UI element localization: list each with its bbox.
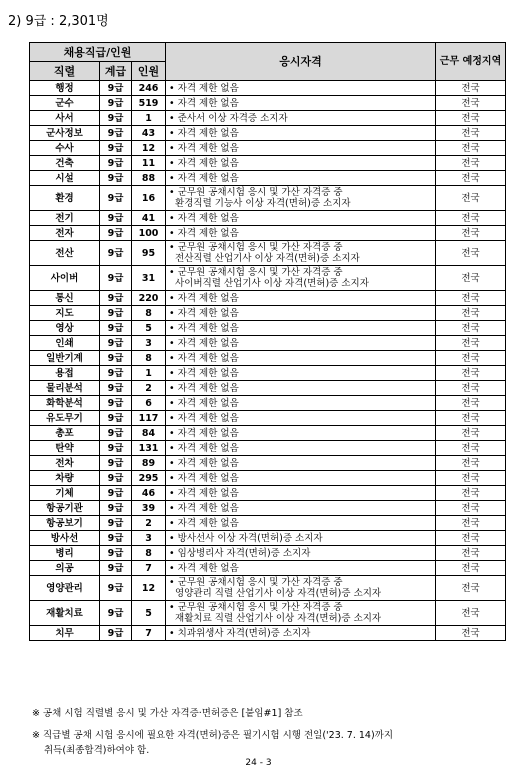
table-row (30, 366, 506, 381)
table-row (30, 211, 506, 226)
job-cell: 사이버 (30, 266, 100, 291)
requirement-cell: • 군무원 공채시험 응시 및 가산 자격증 중 사이버직렬 산업기사 이상 자격(면허)증 소지자 (166, 266, 436, 291)
job-cell: 의공 (30, 561, 100, 576)
grade-cell: 9급 (100, 486, 132, 501)
count-cell: 2 (132, 381, 166, 396)
count-cell: 5 (132, 601, 166, 626)
grade-cell: 9급 (100, 456, 132, 471)
requirement-cell: • 자격 제한 없음 (166, 411, 436, 426)
header-count: 인원 (132, 62, 166, 81)
job-cell: 전차 (30, 456, 100, 471)
table-row (30, 156, 506, 171)
count-cell: 3 (132, 336, 166, 351)
table-row (30, 226, 506, 241)
location-cell: 전국 (436, 141, 506, 156)
location-cell: 전국 (436, 531, 506, 546)
header-requirement: 응시자격 (166, 43, 436, 81)
job-cell: 군수 (30, 96, 100, 111)
grade-cell: 9급 (100, 306, 132, 321)
count-cell: 100 (132, 226, 166, 241)
location-cell: 전국 (436, 211, 506, 226)
table-row (30, 546, 506, 561)
count-cell: 12 (132, 141, 166, 156)
location-cell: 전국 (436, 411, 506, 426)
grade-cell: 9급 (100, 366, 132, 381)
location-cell: 전국 (436, 626, 506, 641)
grade-cell: 9급 (100, 241, 132, 266)
note-3: 취득(최종합격)하여야 함. (44, 745, 150, 756)
location-cell: 전국 (436, 171, 506, 186)
grade-cell: 9급 (100, 546, 132, 561)
location-cell: 전국 (436, 306, 506, 321)
job-cell: 화학분석 (30, 396, 100, 411)
job-cell: 항공기관 (30, 501, 100, 516)
grade-cell: 9급 (100, 516, 132, 531)
count-cell: 41 (132, 211, 166, 226)
requirement-cell: • 자격 제한 없음 (166, 126, 436, 141)
table-row (30, 351, 506, 366)
location-cell: 전국 (436, 601, 506, 626)
note-2: ※ 직급별 공채 시험 응시에 필요한 자격(면허)증은 필기시험 시행 전일('23. 7. 14)까지 (32, 730, 394, 741)
job-cell: 탄약 (30, 441, 100, 456)
location-cell: 전국 (436, 426, 506, 441)
location-cell: 전국 (436, 291, 506, 306)
requirement-cell: • 자격 제한 없음 (166, 351, 436, 366)
job-cell: 행정 (30, 81, 100, 96)
grade-cell: 9급 (100, 426, 132, 441)
count-cell: 31 (132, 266, 166, 291)
table-row (30, 501, 506, 516)
requirement-cell: • 자격 제한 없음 (166, 96, 436, 111)
count-cell: 7 (132, 561, 166, 576)
requirement-cell: • 자격 제한 없음 (166, 396, 436, 411)
job-cell: 영상 (30, 321, 100, 336)
grade-cell: 9급 (100, 601, 132, 626)
job-cell: 수사 (30, 141, 100, 156)
count-cell: 7 (132, 626, 166, 641)
count-cell: 95 (132, 241, 166, 266)
location-cell: 전국 (436, 441, 506, 456)
table-row (30, 266, 506, 291)
location-cell: 전국 (436, 366, 506, 381)
job-cell: 시설 (30, 171, 100, 186)
job-cell: 치무 (30, 626, 100, 641)
requirement-cell: • 준사서 이상 자격증 소지자 (166, 111, 436, 126)
requirement-cell: • 자격 제한 없음 (166, 561, 436, 576)
location-cell: 전국 (436, 456, 506, 471)
requirement-cell: • 자격 제한 없음 (166, 81, 436, 96)
job-cell: 인쇄 (30, 336, 100, 351)
grade-cell: 9급 (100, 381, 132, 396)
requirement-cell: • 군무원 공채시험 응시 및 가산 자격증 중 영양관리 직렬 산업기사 이상 자격(면허)증 소지자 (166, 576, 436, 601)
table-row (30, 426, 506, 441)
table-row (30, 96, 506, 111)
table-row (30, 381, 506, 396)
location-cell: 전국 (436, 381, 506, 396)
location-cell: 전국 (436, 336, 506, 351)
grade-cell: 9급 (100, 501, 132, 516)
grade-cell: 9급 (100, 156, 132, 171)
header-location: 근무 예정지역 (436, 43, 506, 81)
count-cell: 1 (132, 366, 166, 381)
header-grade: 계급 (100, 62, 132, 81)
table-row (30, 336, 506, 351)
requirement-cell: • 자격 제한 없음 (166, 156, 436, 171)
count-cell: 88 (132, 171, 166, 186)
grade-cell: 9급 (100, 266, 132, 291)
count-cell: 43 (132, 126, 166, 141)
table-row (30, 81, 506, 96)
requirement-cell: • 자격 제한 없음 (166, 306, 436, 321)
location-cell: 전국 (436, 266, 506, 291)
table-row (30, 561, 506, 576)
requirement-cell: • 자격 제한 없음 (166, 501, 436, 516)
count-cell: 39 (132, 501, 166, 516)
job-cell: 사서 (30, 111, 100, 126)
count-cell: 519 (132, 96, 166, 111)
count-cell: 8 (132, 546, 166, 561)
table-row (30, 141, 506, 156)
job-cell: 일반기계 (30, 351, 100, 366)
recruitment-table (29, 42, 506, 641)
location-cell: 전국 (436, 96, 506, 111)
requirement-cell: • 자격 제한 없음 (166, 141, 436, 156)
job-cell: 환경 (30, 186, 100, 211)
requirement-cell: • 임상병리사 자격(면허)증 소지자 (166, 546, 436, 561)
table-row (30, 601, 506, 626)
location-cell: 전국 (436, 486, 506, 501)
location-cell: 전국 (436, 501, 506, 516)
location-cell: 전국 (436, 351, 506, 366)
job-cell: 지도 (30, 306, 100, 321)
count-cell: 246 (132, 81, 166, 96)
grade-cell: 9급 (100, 321, 132, 336)
grade-cell: 9급 (100, 226, 132, 241)
table-row (30, 306, 506, 321)
grade-cell: 9급 (100, 411, 132, 426)
requirement-cell: • 자격 제한 없음 (166, 321, 436, 336)
requirement-cell: • 군무원 공채시험 응시 및 가산 자격증 중 환경직렬 기능사 이상 자격(면허)증 소지자 (166, 186, 436, 211)
location-cell: 전국 (436, 546, 506, 561)
grade-cell: 9급 (100, 396, 132, 411)
job-cell: 건축 (30, 156, 100, 171)
requirement-cell: • 자격 제한 없음 (166, 426, 436, 441)
location-cell: 전국 (436, 516, 506, 531)
grade-cell: 9급 (100, 81, 132, 96)
location-cell: 전국 (436, 81, 506, 96)
count-cell: 2 (132, 516, 166, 531)
requirement-cell: • 군무원 공채시험 응시 및 가산 자격증 중 전산직렬 산업기사 이상 자격(면허)증 소지자 (166, 241, 436, 266)
table-row (30, 171, 506, 186)
grade-cell: 9급 (100, 531, 132, 546)
count-cell: 131 (132, 441, 166, 456)
count-cell: 295 (132, 471, 166, 486)
grade-cell: 9급 (100, 626, 132, 641)
location-cell: 전국 (436, 186, 506, 211)
job-cell: 병리 (30, 546, 100, 561)
requirement-cell: • 군무원 공채시험 응시 및 가산 자격증 중 재활치료 직렬 산업기사 이상 자격(면허)증 소지자 (166, 601, 436, 626)
table-row (30, 126, 506, 141)
grade-cell: 9급 (100, 96, 132, 111)
grade-cell: 9급 (100, 141, 132, 156)
table-row (30, 531, 506, 546)
count-cell: 6 (132, 396, 166, 411)
requirement-cell: • 자격 제한 없음 (166, 291, 436, 306)
requirement-cell: • 자격 제한 없음 (166, 211, 436, 226)
grade-cell: 9급 (100, 171, 132, 186)
location-cell: 전국 (436, 321, 506, 336)
grade-cell: 9급 (100, 441, 132, 456)
grade-cell: 9급 (100, 471, 132, 486)
count-cell: 220 (132, 291, 166, 306)
grade-cell: 9급 (100, 576, 132, 601)
location-cell: 전국 (436, 471, 506, 486)
table-row (30, 516, 506, 531)
job-cell: 용접 (30, 366, 100, 381)
page-number: 24 - 3 (245, 758, 272, 768)
job-cell: 전산 (30, 241, 100, 266)
location-cell: 전국 (436, 126, 506, 141)
header-group: 채용직급/인원 (30, 43, 166, 62)
grade-cell: 9급 (100, 186, 132, 211)
job-cell: 총포 (30, 426, 100, 441)
job-cell: 유도무기 (30, 411, 100, 426)
table-row (30, 456, 506, 471)
job-cell: 방사선 (30, 531, 100, 546)
location-cell: 전국 (436, 576, 506, 601)
location-cell: 전국 (436, 241, 506, 266)
grade-cell: 9급 (100, 126, 132, 141)
grade-cell: 9급 (100, 111, 132, 126)
job-cell: 전자 (30, 226, 100, 241)
count-cell: 3 (132, 531, 166, 546)
grade-cell: 9급 (100, 351, 132, 366)
note-1: ※ 공채 시험 직렬별 응시 및 가산 자격증·면허증은 [붙임#1] 참조 (32, 708, 303, 719)
location-cell: 전국 (436, 561, 506, 576)
table-row (30, 471, 506, 486)
requirement-cell: • 자격 제한 없음 (166, 336, 436, 351)
section-heading: 2) 9급 : 2,301명 (8, 14, 109, 29)
count-cell: 16 (132, 186, 166, 211)
requirement-cell: • 자격 제한 없음 (166, 381, 436, 396)
location-cell: 전국 (436, 226, 506, 241)
count-cell: 11 (132, 156, 166, 171)
location-cell: 전국 (436, 396, 506, 411)
count-cell: 8 (132, 306, 166, 321)
job-cell: 항공보기 (30, 516, 100, 531)
job-cell: 재활치료 (30, 601, 100, 626)
header-job: 직렬 (30, 62, 100, 81)
job-cell: 군사정보 (30, 126, 100, 141)
table-row (30, 626, 506, 641)
count-cell: 5 (132, 321, 166, 336)
requirement-cell: • 자격 제한 없음 (166, 471, 436, 486)
table-row (30, 576, 506, 601)
requirement-cell: • 자격 제한 없음 (166, 516, 436, 531)
job-cell: 물리분석 (30, 381, 100, 396)
count-cell: 117 (132, 411, 166, 426)
requirement-cell: • 자격 제한 없음 (166, 171, 436, 186)
grade-cell: 9급 (100, 561, 132, 576)
count-cell: 89 (132, 456, 166, 471)
job-cell: 통신 (30, 291, 100, 306)
table-row (30, 186, 506, 211)
count-cell: 1 (132, 111, 166, 126)
count-cell: 46 (132, 486, 166, 501)
requirement-cell: • 자격 제한 없음 (166, 486, 436, 501)
count-cell: 12 (132, 576, 166, 601)
job-cell: 기체 (30, 486, 100, 501)
table-row (30, 241, 506, 266)
requirement-cell: • 자격 제한 없음 (166, 226, 436, 241)
requirement-cell: • 방사선사 이상 자격(면허)증 소지자 (166, 531, 436, 546)
table-row (30, 411, 506, 426)
table-row (30, 111, 506, 126)
table-body (30, 81, 506, 641)
grade-cell: 9급 (100, 291, 132, 306)
requirement-cell: • 자격 제한 없음 (166, 456, 436, 471)
job-cell: 차량 (30, 471, 100, 486)
location-cell: 전국 (436, 156, 506, 171)
count-cell: 8 (132, 351, 166, 366)
grade-cell: 9급 (100, 336, 132, 351)
requirement-cell: • 자격 제한 없음 (166, 366, 436, 381)
table-row (30, 441, 506, 456)
table-row (30, 486, 506, 501)
grade-cell: 9급 (100, 211, 132, 226)
requirement-cell: • 자격 제한 없음 (166, 441, 436, 456)
table-row (30, 321, 506, 336)
requirement-cell: • 치과위생사 자격(면허)증 소지자 (166, 626, 436, 641)
count-cell: 84 (132, 426, 166, 441)
job-cell: 전기 (30, 211, 100, 226)
location-cell: 전국 (436, 111, 506, 126)
job-cell: 영양관리 (30, 576, 100, 601)
table-row (30, 291, 506, 306)
table-row (30, 396, 506, 411)
